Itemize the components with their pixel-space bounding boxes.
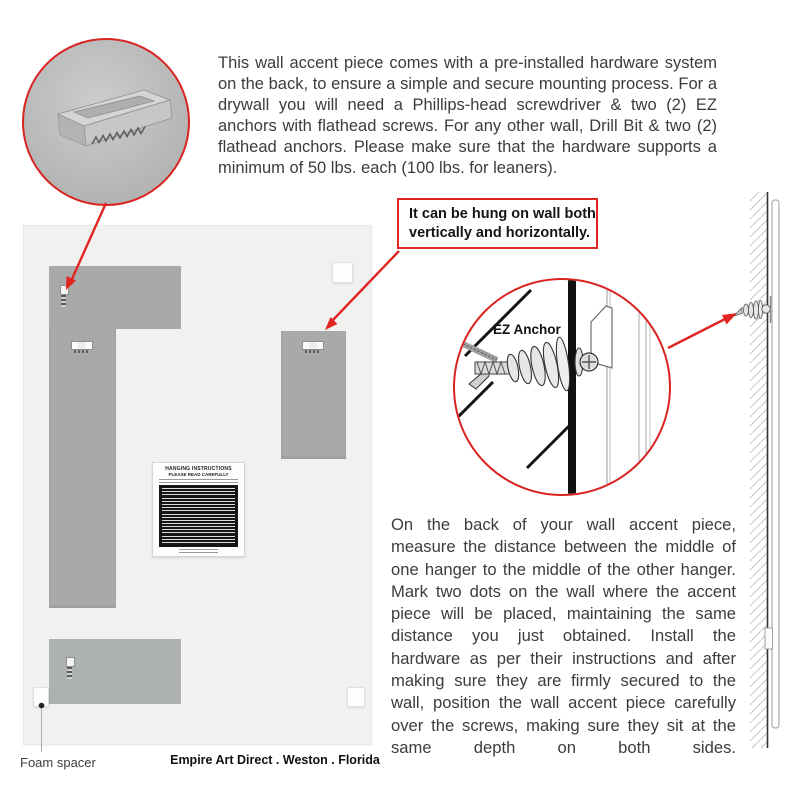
sawtooth-hanger-left <box>71 341 93 354</box>
foam-spacer-label: Foam spacer <box>20 755 96 770</box>
wall-cross-section <box>725 190 800 755</box>
label-title: HANGING INSTRUCTIONS <box>165 466 232 472</box>
label-subtitle: PLEASE READ CAREFULLY <box>168 472 229 477</box>
hanger-plate <box>60 285 69 295</box>
anchor-assembly <box>463 336 598 391</box>
hanger-teeth <box>74 350 90 353</box>
hanger-closeup-circle <box>22 38 190 206</box>
sawtooth-hanger-top-left <box>60 285 69 308</box>
ez-anchor-diagram <box>455 280 669 494</box>
accent-piece-side <box>772 200 779 728</box>
hanger-teeth <box>61 295 66 307</box>
wall-hatching <box>750 192 767 748</box>
sawtooth-hanger-photo <box>24 40 188 204</box>
placement-paragraph: On the back of your wall accent piece, measure the distance between the middle of one hanger to the middle of the other hanger. Mark two dots on the wall where the accent piece will be placed, maintaining the same distance you just obtained. Install the hardware as per their instructions and after making sure they are firmly secured to the wall, position the wall accent piece carefully over the screws, making sure they sit at the same depth on both sides. <box>391 515 736 757</box>
wall-side-view <box>725 190 800 755</box>
foam-spacer-pad <box>33 687 49 707</box>
label-fine-print <box>159 479 238 483</box>
hanging-instructions-label <box>152 462 245 557</box>
orientation-callout <box>397 198 598 249</box>
hanger-teeth <box>305 350 321 353</box>
leader-line-screw <box>668 318 727 348</box>
hanger-plate <box>71 341 93 350</box>
ez-anchor-label: EZ Anchor <box>493 322 561 337</box>
wall-accent-back-panel <box>23 225 372 745</box>
label-footer <box>179 549 218 554</box>
ez-anchor-detail-circle <box>453 278 671 496</box>
label-body <box>159 485 238 547</box>
intro-paragraph: This wall accent piece comes with a pre-installed hardware system on the back, to ensure a simple and secure mounting process. For a drywall you will need a Phillips-head screwdriver & two (2) EZ anchors with flathead screws. For any other wall, Drill Bit & two (2) flathead anchors. Please make sure that the hardware supports a minimum of 50 lbs. each (100 lbs. for leaners). <box>218 54 717 177</box>
sawtooth-hanger-right <box>302 341 324 354</box>
mounting-board-vertical <box>49 329 116 608</box>
orientation-callout-text: It can be hung on wall both vertically and horizontally. <box>409 205 596 241</box>
corner-pad-bottom-right <box>347 687 365 707</box>
hanger-teeth <box>67 667 72 679</box>
corner-pad-top-right <box>332 262 353 283</box>
hanger-plate <box>66 657 75 667</box>
hanger-plate <box>302 341 324 350</box>
sawtooth-hanger-bottom <box>66 657 75 680</box>
brand-line: Empire Art Direct . Weston . Florida <box>170 753 380 767</box>
foam-spacer-side <box>765 628 773 649</box>
